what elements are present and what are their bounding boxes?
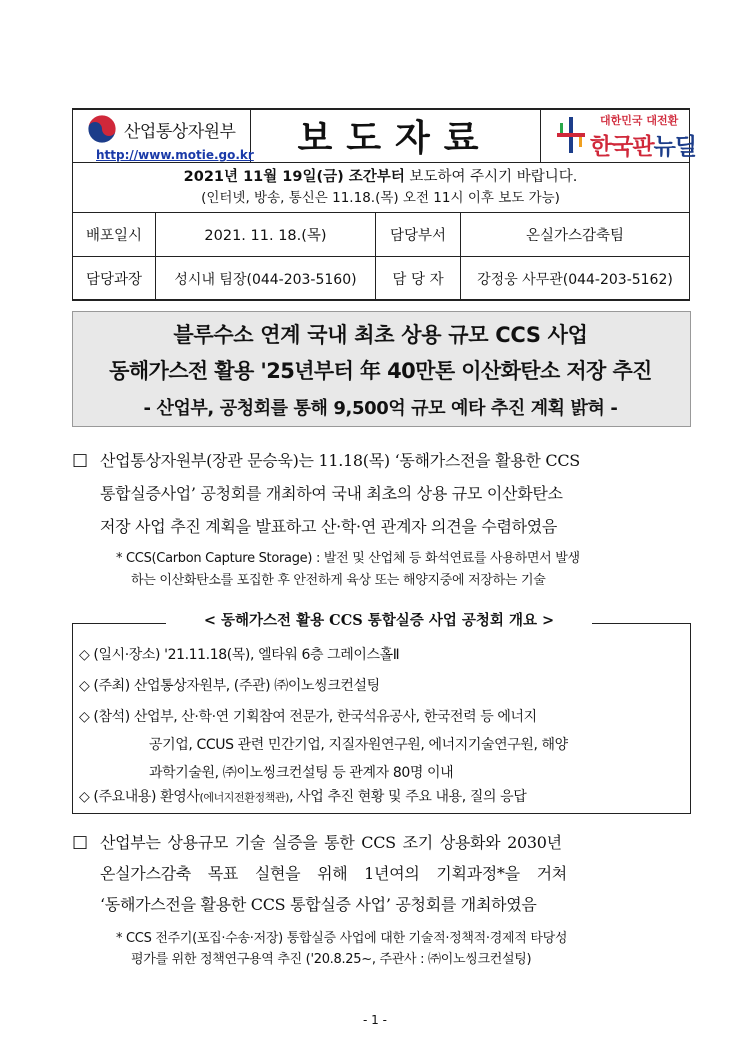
outline-item-attendees: ◇ (참석) 산업부, 산·학·연 기획참여 전문가, 한국석유공사, 한국전력 등 에너지 (79, 709, 537, 725)
bullet-square: □ (72, 450, 89, 470)
new-deal-logo-icon (555, 115, 587, 155)
footnote-1-line2: 하는 이산화탄소를 포집한 후 안전하게 육상 또는 해양지중에 저장하는 기술 (131, 573, 546, 588)
footnote-2-line1: * CCS 전주기(포집·수송·저장) 통합실증 사업에 대한 기술적·정책적·경제적 타당성 (116, 931, 568, 946)
release-label: 배포일시 (85, 228, 143, 244)
paragraph-1-line2: 통합실증사업’ 공청회를 개최하여 국내 최초의 상용 규모 이산화탄소 (100, 484, 563, 503)
contact-value: 강정웅 사무관(044-203-5162) (477, 271, 673, 288)
headline: 블루수소 연계 국내 최초 상용 규모 CCS 사업 (173, 323, 588, 347)
outline-item-attendees-cont: 과학기술원, ㈜이노씽크컨설팅 등 관계자 80명 이내 (149, 765, 454, 781)
headline-line2: 동해가스전 활용 '25년부터 年 40만톤 이산화탄소 저장 추진 (109, 359, 652, 383)
dept-label: 담당부서 (389, 228, 447, 244)
dept-value: 온실가스감축팀 (525, 228, 625, 244)
org-url-link[interactable]: http://www.motie.go.kr (96, 148, 254, 162)
page-number: - 1 - (363, 1013, 387, 1027)
embargo-line1 (72, 165, 689, 186)
paragraph-1-line1: 산업통상자원부(장관 문승욱)는 11.18(목) ‘동해가스전을 활용한 CCS (100, 451, 580, 470)
agenda-label: ◇ (주요내용) 환영사 (79, 789, 200, 805)
manager-label: 담당과장 (85, 272, 143, 288)
embargo-line2: (인터넷, 방송, 통신은 11.18.(목) 오전 11시 이후 보도 가능) (201, 190, 560, 206)
contact-label: 담 당 자 (392, 272, 444, 288)
outline-item-host: ◇ (주최) 산업통상자원부, (주관) ㈜이노씽크컨설팅 (79, 678, 380, 694)
paragraph-2-line1: 산업부는 상용규모 기술 실증을 통한 CCS 조기 상용화와 2030년 (100, 833, 562, 852)
brand-name-blue: 뉴딜 (653, 134, 697, 160)
release-value: 2021. 11. 18.(목) (204, 228, 327, 244)
subheadline: - 산업부, 공청회를 통해 9,500억 규모 예타 추진 계획 밝혀 - (143, 398, 618, 419)
header-divider (72, 162, 689, 163)
brand-name-red: 한국판 (590, 134, 654, 160)
embargo-date: 2021년 11월 19일(금) 조간부터 (183, 169, 405, 185)
paragraph-2-line2: 온실가스감축 목표 실현을 위해 1년여의 기획과정*을 거쳐 (100, 864, 567, 883)
event-outline-title: < 동해가스전 활용 CCS 통합실증 사업 공청회 개요 > (166, 609, 592, 633)
manager-value: 성시내 팀장(044-203-5160) (174, 271, 357, 288)
org-name: 산업통상자원부 (124, 122, 236, 142)
agenda-speaker: (에너지전환정책관) (199, 791, 290, 804)
outline-item-datetime: ◇ (일시·장소) '21.11.18(목), 엘타워 6층 그레이스홀Ⅱ (79, 647, 400, 663)
brand-name (590, 128, 696, 161)
bullet-square: □ (72, 832, 89, 852)
embargo-rest: 보도하여 주시기 바랍니다. (404, 169, 578, 185)
outline-item-attendees-cont: 공기업, CCUS 관련 민간기업, 지질자원연구원, 에너지기술연구원, 해양 (149, 737, 568, 753)
brand-slogan: 대한민국 대전환 (600, 114, 679, 127)
paragraph-2-line3: ‘동해가스전을 활용한 CCS 통합실증 사업’ 공청회를 개최하였음 (100, 895, 537, 914)
press-release-title: 보도자료 (297, 117, 493, 159)
header-col-divider (540, 108, 541, 162)
paragraph-1-line3: 저장 사업 추진 계획을 발표하고 산·학·연 관계자 의견을 수렴하였음 (100, 517, 558, 536)
footnote-1-line1: * CCS(Carbon Capture Storage) : 발전 및 산업체 등 화석연료를 사용하면서 발생 (116, 551, 580, 566)
agenda-rest: , 사업 추진 현황 및 주요 내용, 질의 응답 (289, 789, 527, 805)
ministry-emblem-icon (87, 114, 117, 144)
outline-item-agenda (79, 786, 526, 806)
footnote-2-line2: 평가를 위한 정책연구용역 추진 ('20.8.25~, 주관사 : ㈜이노씽크컨설팅) (131, 952, 532, 967)
